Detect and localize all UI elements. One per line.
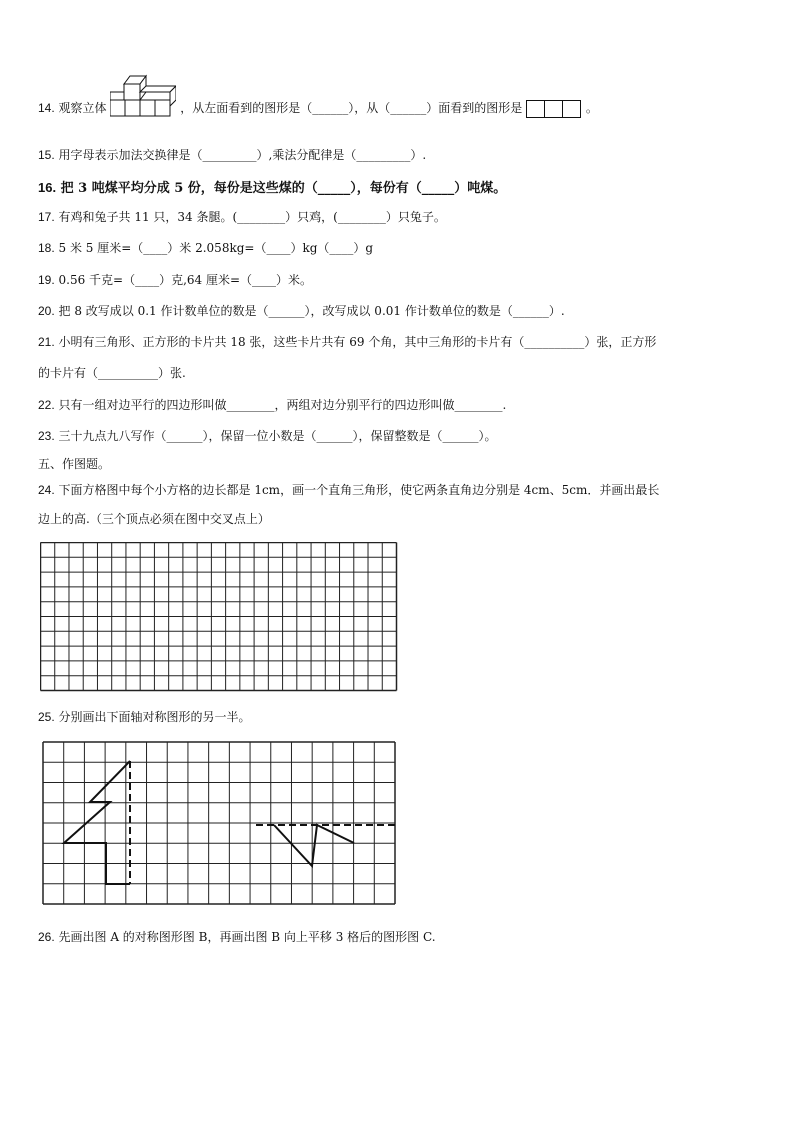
question-15 [38,146,426,163]
question-text: 分别画出下面轴对称图形的另一半。 [58,710,251,724]
question-17 [38,208,446,225]
question-number: 24. [38,483,55,497]
question-number: 20. [38,304,55,318]
section-title: 五、作图题。 [38,457,111,471]
question-text: 有鸡和兔子共 11 只，34 条腿。(________）只鸡，(________）只兔子。 [58,210,446,224]
question-16 [38,177,506,196]
question-text: 把 3 吨煤平均分成 5 份，每份是这些煤的（_____），每份有（_____）吨煤。 [60,181,507,196]
question-text: 5 米 5 厘米=（____）米 2.058kg=（____）kg（____）g [58,241,374,255]
question-text: 只有一组对边平行的四边形叫做________，两组对边分别平行的四边形叫做________. [58,398,507,412]
question-text-cont: ，从左面看到的图形是（______），从（______）面看到的图形是 [180,101,523,115]
question-number: 21. [38,335,55,349]
question-20 [38,302,565,319]
question-number: 18. [38,241,55,255]
question-22 [38,396,506,413]
question-21 [38,333,656,350]
question-number: 15. [38,148,55,162]
question-19 [38,271,312,288]
question-end: 。 [585,101,598,115]
question-text: 小明有三角形、正方形的卡片共 18 张，这些卡片共有 69 个角，其中三角形的卡片有（__________）张，正方形 [58,335,657,349]
question-text: 0.56 千克=（____）克,64 厘米=（____）米。 [58,273,313,287]
question-number: 14. [38,101,55,115]
question-text-cont: 的卡片有（__________）张. [38,366,186,380]
question-18 [38,239,373,256]
question-26 [38,928,436,945]
question-text: 先画出图 A 的对称图形图 B，再画出图 B 向上平移 3 格后的图形图 C. [58,930,436,944]
question-text-cont: 边上的高.（三个顶点必须在图中交叉点上） [38,512,270,526]
question-21-cont [38,364,186,381]
question-text: 三十九点九八写作（______），保留一位小数是（______），保留整数是（______）。 [58,429,497,443]
symmetry-grid-25[interactable] [42,741,398,907]
question-25 [38,708,251,725]
section-heading [38,455,110,472]
question-number: 17. [38,210,55,224]
question-text: 把 8 改写成以 0.1 作计数单位的数是（______），改写成以 0.01 作计数单位的数是（______）. [58,304,565,318]
question-24-cont [38,510,270,527]
question-number: 26. [38,930,55,944]
question-number: 19. [38,273,55,287]
question-14 [38,99,598,118]
question-number: 22. [38,398,55,412]
question-23 [38,427,497,444]
question-text: 下面方格图中每个小方格的边长都是 1cm，画一个直角三角形，使它两条直角边分别是 4cm、5cm．并画出最长 [58,483,660,497]
question-text: 用字母表示加法交换律是（_________）,乘法分配律是（_________）. [58,148,427,162]
question-number: 16. [38,180,57,195]
question-text: 观察立体 [58,101,107,115]
question-number: 25. [38,710,55,724]
question-24 [38,481,659,498]
square-grid-24[interactable] [40,542,398,692]
half-figure-right [274,825,354,866]
view-squares-figure [526,100,582,118]
cube-solid-figure [110,70,176,118]
question-number: 23. [38,429,55,443]
